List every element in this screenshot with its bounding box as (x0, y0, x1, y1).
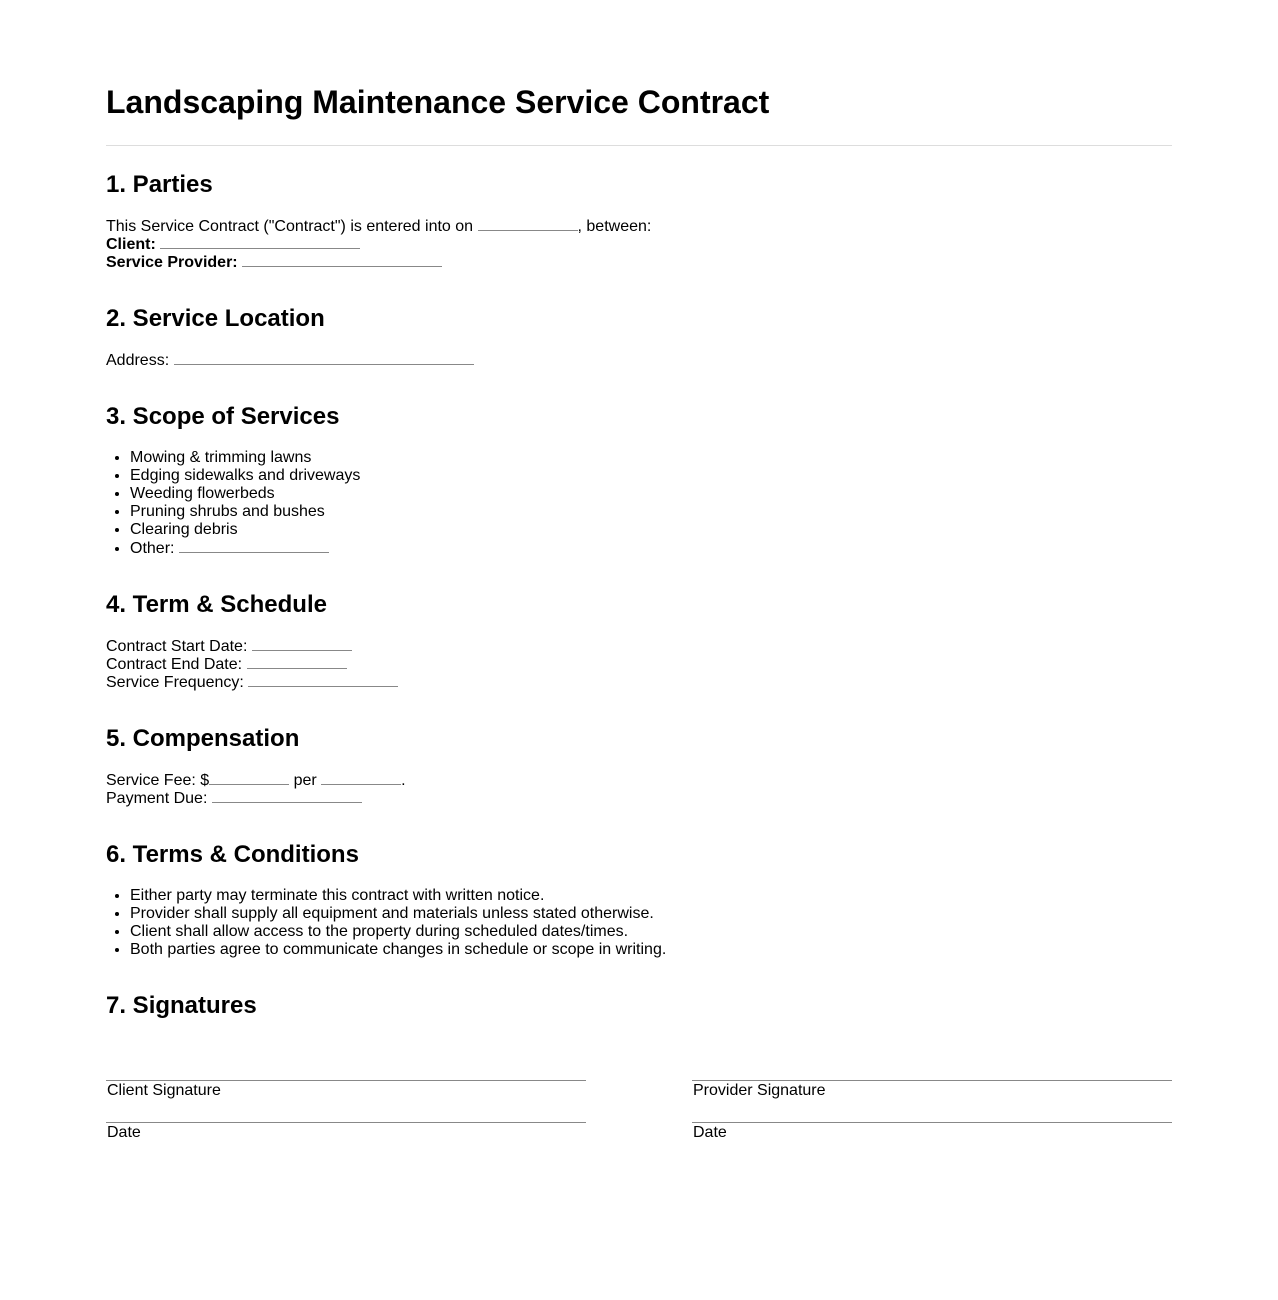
section-heading-scope: 3. Scope of Services (106, 403, 340, 430)
scope-item-other: • Other: (130, 539, 1172, 557)
payment-due-line: Payment Due: (106, 789, 1172, 807)
page-title: Landscaping Maintenance Service Contract (106, 84, 770, 120)
provider-line (106, 253, 1172, 271)
section-signatures (106, 991, 1172, 1021)
scope-item: • Clearing debris (130, 521, 1172, 539)
client-date-label: Date (107, 1124, 141, 1141)
provider-date-field[interactable] (692, 1122, 1172, 1123)
fee-period-field[interactable] (321, 771, 401, 785)
provider-name-field[interactable] (242, 253, 442, 267)
title-divider (106, 145, 1172, 146)
scope-item: • Mowing & trimming lawns (130, 449, 1172, 467)
scope-item: • Edging sidewalks and driveways (130, 467, 1172, 485)
section-heading-terms: 6. Terms & Conditions (106, 841, 359, 868)
section-location (106, 304, 1172, 369)
terms-item: • Either party may terminate this contract with written notice. (130, 887, 1172, 905)
terms-item: • Provider shall supply all equipment and materials unless stated otherwise. (130, 905, 1172, 923)
provider-label: Service Provider: (106, 254, 238, 271)
start-date-line: Contract Start Date: (106, 637, 1172, 655)
end-date-line: Contract End Date: (106, 655, 1172, 673)
terms-item: • Client shall allow access to the property during scheduled dates/times. (130, 923, 1172, 941)
scope-item: • Pruning shrubs and bushes (130, 503, 1172, 521)
parties-intro: This Service Contract ("Contract") is entered into on , between: (106, 218, 652, 235)
terms-list (106, 887, 1172, 959)
provider-date-label: Date (693, 1124, 727, 1141)
client-signature-label: Client Signature (107, 1082, 221, 1099)
frequency-field[interactable] (248, 673, 398, 687)
section-term (106, 590, 1172, 691)
contract-date-field[interactable] (478, 217, 578, 231)
provider-signature-label: Provider Signature (693, 1082, 826, 1099)
section-parties (106, 170, 1172, 271)
section-terms (106, 840, 1172, 959)
section-heading-parties: 1. Parties (106, 171, 213, 198)
other-service-field[interactable] (179, 539, 329, 553)
client-date-block (106, 1122, 586, 1142)
provider-signature-field[interactable] (692, 1080, 1172, 1081)
client-label: Client: (106, 236, 156, 253)
fee-amount-field[interactable] (209, 771, 289, 785)
client-line (106, 235, 1172, 253)
start-date-field[interactable] (252, 637, 352, 651)
address-field[interactable] (174, 351, 474, 365)
address-line (106, 351, 1172, 369)
frequency-line: Service Frequency: (106, 673, 1172, 691)
section-heading-term: 4. Term & Schedule (106, 591, 327, 618)
client-signature-field[interactable] (106, 1080, 586, 1081)
client-name-field[interactable] (160, 235, 360, 249)
section-compensation (106, 724, 1172, 807)
payment-due-field[interactable] (212, 789, 362, 803)
scope-list (106, 449, 1172, 557)
service-fee-line: Service Fee: $ per . (106, 772, 406, 789)
section-heading-compensation: 5. Compensation (106, 725, 300, 752)
client-date-field[interactable] (106, 1122, 586, 1123)
provider-date-block (692, 1122, 1172, 1142)
address-label: Address: (106, 352, 170, 369)
section-scope (106, 402, 1172, 557)
provider-signature-block (692, 1080, 1172, 1100)
section-heading-signatures: 7. Signatures (106, 992, 257, 1019)
section-heading-location: 2. Service Location (106, 305, 325, 332)
end-date-field[interactable] (247, 655, 347, 669)
scope-item: • Weeding flowerbeds (130, 485, 1172, 503)
client-signature-block (106, 1080, 586, 1100)
terms-item: • Both parties agree to communicate changes in schedule or scope in writing. (130, 941, 1172, 959)
